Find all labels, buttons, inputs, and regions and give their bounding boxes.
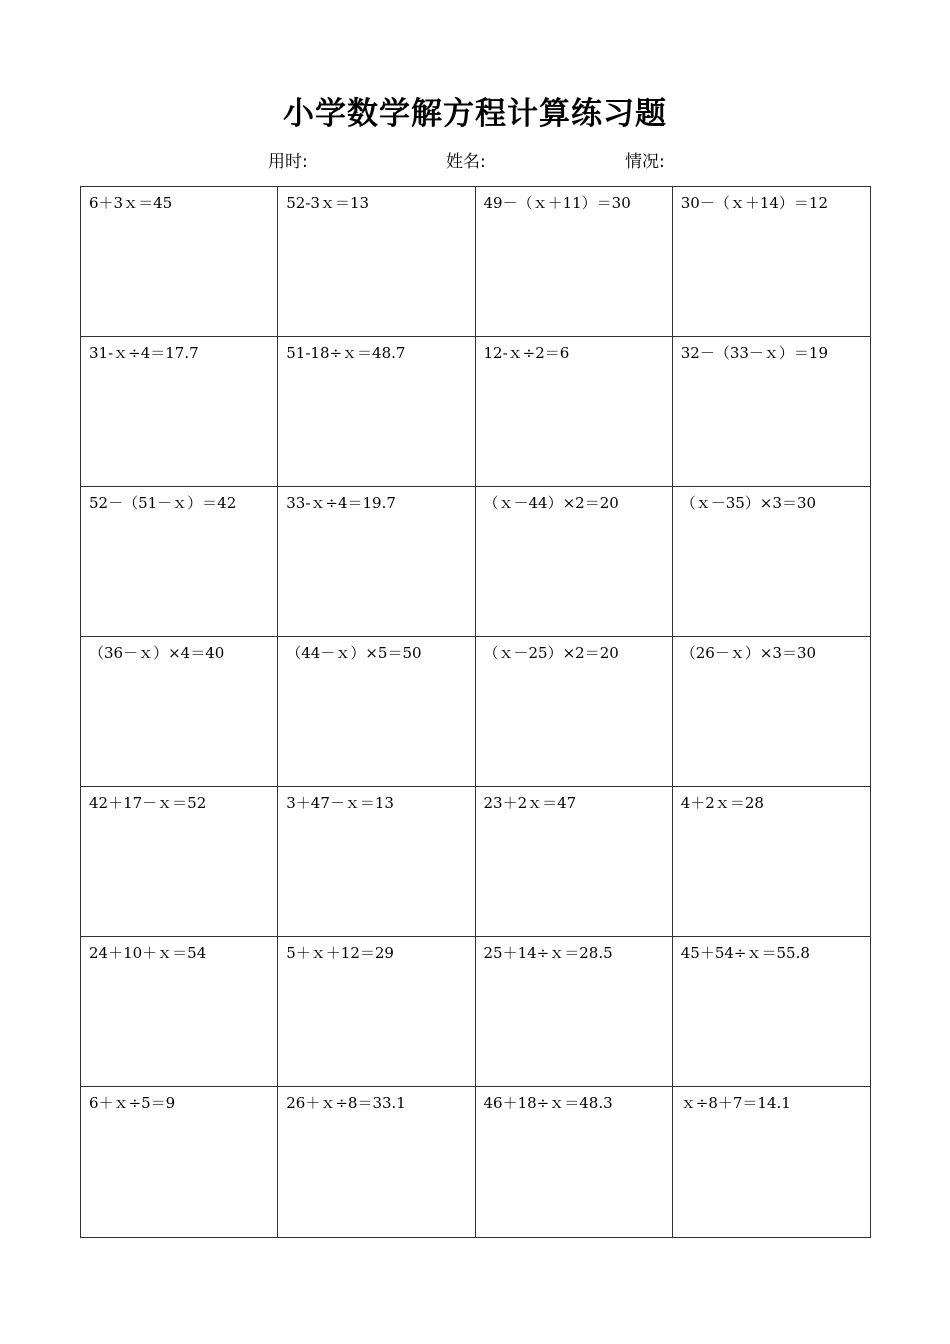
problem-cell: 46＋18÷ｘ＝48.3 <box>476 1087 673 1237</box>
problem-cell: 42＋17－ｘ＝52 <box>81 787 278 937</box>
problem-cell: 30－（ｘ＋14）＝12 <box>673 187 870 337</box>
problem-grid <box>80 186 871 1238</box>
time-used-label: 用时: <box>268 152 308 172</box>
problem-cell: 12-ｘ÷2＝6 <box>476 337 673 487</box>
problem-cell: 26＋ｘ÷8＝33.1 <box>278 1087 475 1237</box>
problem-cell: 24＋10＋ｘ＝54 <box>81 937 278 1087</box>
problem-cell: （ｘ－25）×2＝20 <box>476 637 673 787</box>
problem-cell: 5＋ｘ＋12＝29 <box>278 937 475 1087</box>
problem-cell: 52-3ｘ＝13 <box>278 187 475 337</box>
student-name-label: 姓名: <box>446 152 486 172</box>
problem-cell: 32－（33－ｘ）＝19 <box>673 337 870 487</box>
problem-cell: 23＋2ｘ＝47 <box>476 787 673 937</box>
page-title: 小学数学解方程计算练习题 <box>283 96 667 132</box>
problem-cell: （44－ｘ）×5＝50 <box>278 637 475 787</box>
problem-cell: 52－（51－ｘ）＝42 <box>81 487 278 637</box>
problem-cell: （ｘ－35）×3＝30 <box>673 487 870 637</box>
problem-cell: 6＋ｘ÷5＝9 <box>81 1087 278 1237</box>
problem-cell: 49－（ｘ＋11）＝30 <box>476 187 673 337</box>
problem-cell: 45＋54÷ｘ＝55.8 <box>673 937 870 1087</box>
problem-cell: 51-18÷ｘ＝48.7 <box>278 337 475 487</box>
problem-cell: （ｘ－44）×2＝20 <box>476 487 673 637</box>
problem-cell: （36－ｘ）×4＝40 <box>81 637 278 787</box>
result-status-label: 情况: <box>625 152 665 172</box>
problem-cell: 6＋3ｘ＝45 <box>81 187 278 337</box>
problem-cell: 4＋2ｘ＝28 <box>673 787 870 937</box>
problem-cell: 25＋14÷ｘ＝28.5 <box>476 937 673 1087</box>
problem-cell: 3＋47－ｘ＝13 <box>278 787 475 937</box>
problem-cell: 33-ｘ÷4＝19.7 <box>278 487 475 637</box>
problem-cell: （26－ｘ）×3＝30 <box>673 637 870 787</box>
problem-cell: ｘ÷8＋7＝14.1 <box>680 1094 791 1112</box>
problem-cell: 31-ｘ÷4＝17.7 <box>81 337 278 487</box>
